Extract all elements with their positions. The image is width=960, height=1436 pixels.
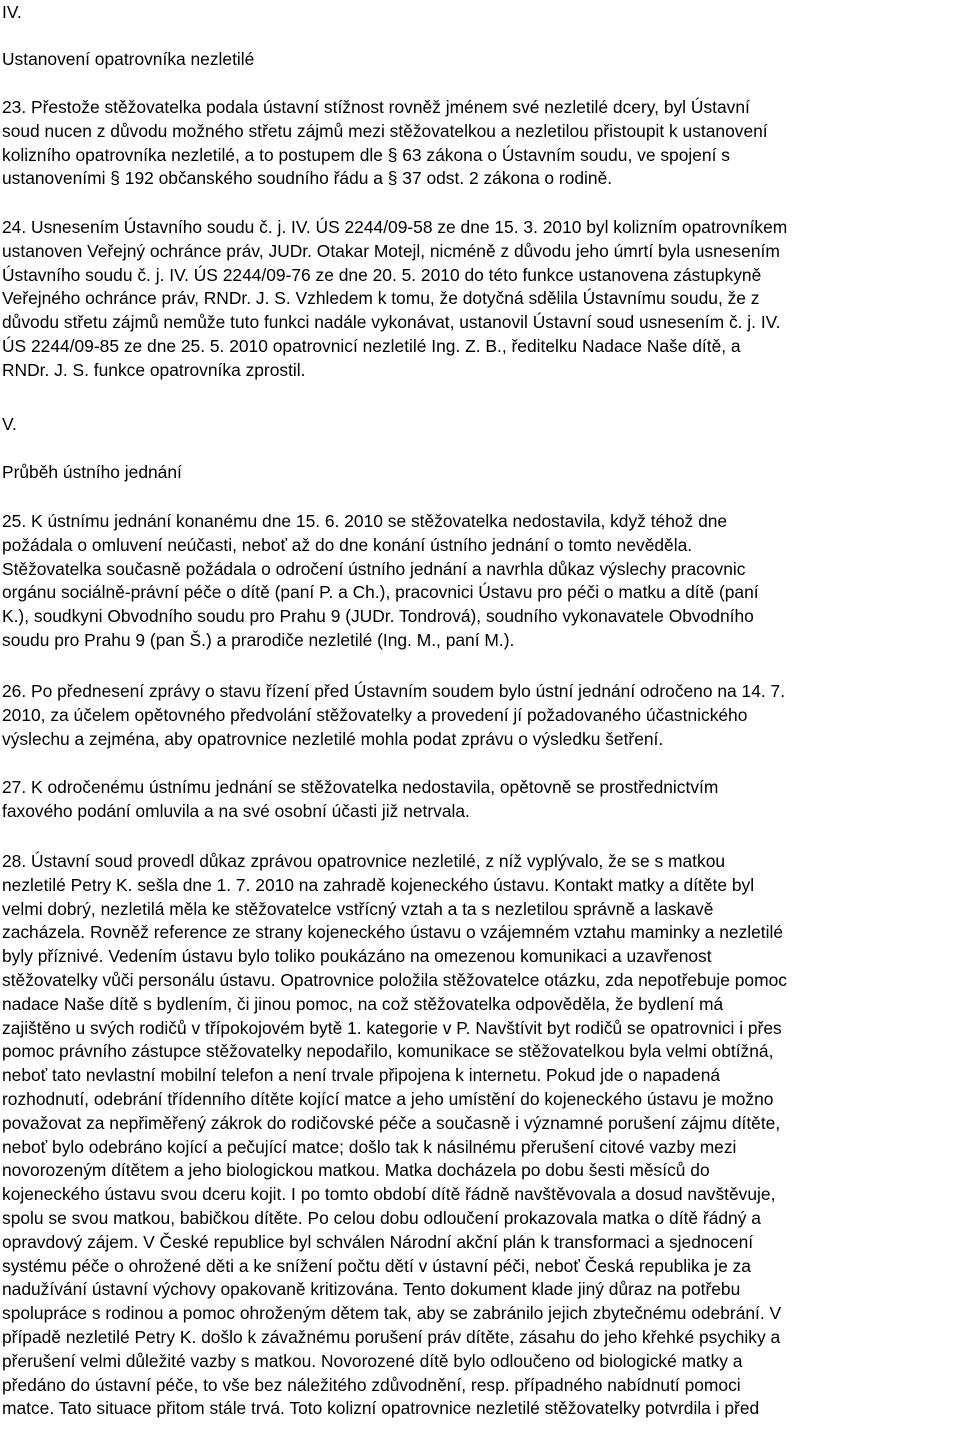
text-line: neboť tato nevlastní mobilní telefon a není trvale připojena k internetu. Pokud jde o napadená xyxy=(2,1065,721,1086)
text-line: 23. Přestože stěžovatelka podala ústavní stížnost rovněž jménem své nezletilé dcery, byl Ústavní xyxy=(2,97,750,117)
text-line: požádala o omluvení neúčasti, neboť až do dne konání ústního jednání o tomto nevěděla. xyxy=(2,534,693,555)
text-line: ustanoven Veřejný ochránce práv, JUDr. Otakar Motejl, nicméně z důvodu jeho úmrtí byla usnesením xyxy=(2,240,780,261)
text-line: 28. Ústavní soud provedl důkaz zprávou opatrovnice nezletilé, z níž vyplývalo, že se s matkou xyxy=(2,851,726,871)
text-line: výslechu a zejména, aby opatrovnice nezletilé mohla podat zprávu o výsledku šetření. xyxy=(2,728,664,749)
text-line: kojeneckého ústavu svou dceru kojit. I po tomto období dítě řádně navštěvovala a dosud navštěvuje, xyxy=(2,1184,776,1205)
paragraph-28 xyxy=(2,850,787,1421)
text-line: považovat za nepřiměřený zákrok do rodičovské péče a současně i významné porušení zájmu dítěte, xyxy=(2,1112,781,1133)
text-line: stěžovatelky vůči personálu ústavu. Opatrovnice položila stěžovatelce otázku, zda nepotřebuje pomoc xyxy=(2,969,787,990)
text-line: kolizního opatrovníka nezletilé, a to postupem dle § 63 zákona o Ústavním soudu, ve spojení s xyxy=(2,144,730,165)
text-line: Ústavního soudu č. j. IV. ÚS 2244/09-76 ze dne 20. 5. 2010 do této funkce ustanovena zástupkyně xyxy=(2,264,762,285)
text-line: faxového podání omluvila a na své osobní účasti již netrvala. xyxy=(2,800,470,821)
paragraph-27 xyxy=(2,776,718,824)
text-line: K.), soudkyni Obvodního soudu pro Prahu 9 (JUDr. Tondrová), soudního vykonavatele Obvodního xyxy=(2,606,754,627)
text-line: soudu pro Prahu 9 (pan Š.) a prarodiče nezletilé (Ing. M., paní M.). xyxy=(2,629,515,650)
text-line: 27. K odročenému ústnímu jednání se stěžovatelka nedostavila, opětovně se prostřednictvím xyxy=(2,777,719,797)
text-line: ÚS 2244/09-85 ze dne 25. 5. 2010 opatrovnicí nezletilé Ing. Z. B., ředitelku Nadace Naše dítě, a xyxy=(2,335,741,356)
text-line: 24. Usnesením Ústavního soudu č. j. IV. ÚS 2244/09-58 ze dne 15. 3. 2010 byl kolizním opatrovníkem xyxy=(2,217,788,237)
text-line: ustanoveními § 192 občanského soudního řádu a § 37 odst. 2 zákona o rodině. xyxy=(2,168,613,189)
text-line: důvodu střetu zájmů nemůže tuto funkci nadále vykonávat, ustanovil Ústavní soud usnesením č. j. IV. xyxy=(2,312,781,333)
paragraph-23 xyxy=(2,96,768,191)
section-title: Průběh ústního jednání xyxy=(2,462,182,482)
section-number: V. xyxy=(2,414,17,434)
text-line: orgánu sociálně-právní péče o dítě (paní P. a Ch.), pracovnici Ústavu pro péči o matku a dítě (paní xyxy=(2,582,759,603)
section-title: Ustanovení opatrovníka nezletilé xyxy=(2,49,255,69)
text-line: rozhodnutí, odebrání třídenního dítěte kojící matce a jeho umístění do kojeneckého ústavu je možno xyxy=(2,1088,774,1109)
text-line: byly příznivé. Vedením ústavu bylo toliko poukázáno na omezenou komunikaci a uzavřenost xyxy=(2,946,712,967)
text-line: matce. Tato situace přitom stále trvá. Toto kolizní opatrovnice nezletilé stěžovatelky potvrdila i před xyxy=(2,1398,760,1419)
text-line: zacházela. Rovněž reference ze strany kojeneckého ústavu o vzájemném vztahu maminky a nezletilé xyxy=(2,922,784,943)
text-line: nezletilé Petry K. sešla dne 1. 7. 2010 na zahradě kojeneckého ústavu. Kontakt matky a dítěte byl xyxy=(2,874,755,895)
text-line: nadužívání ústavní výchovy opakovaně kritizována. Tento dokument klade jiný důraz na potřebu xyxy=(2,1279,741,1300)
paragraph-24 xyxy=(2,216,787,383)
paragraph-25 xyxy=(2,510,759,653)
text-line: přerušení velmi důležité vazby s matkou. Novorozené dítě bylo odloučeno od biologické matky a xyxy=(2,1350,743,1371)
text-line: pomoc právního zástupce stěžovatelky nepodařilo, komunikace se stěžovatelkou byla velmi obtížná, xyxy=(2,1041,774,1062)
paragraph-26 xyxy=(2,680,785,751)
text-line: Veřejného ochránce práv, RNDr. J. S. Vzhledem k tomu, že dotyčná sdělila Ústavnímu soudu, že z xyxy=(2,288,760,309)
text-line: spolupráce s rodinou a pomoc ohroženým dětem tak, aby se zabránilo jejich zbytečnému odebrání. V xyxy=(2,1303,782,1324)
text-line: případě nezletilé Petry K. došlo k závažnému porušení práv dítěte, zásahu do jeho křehké psychiky a xyxy=(2,1326,781,1347)
text-line: neboť bylo odebráno kojící a pečující matce; došlo tak k násilnému přerušení citové vazby mezi xyxy=(2,1136,737,1157)
text-line: opravdový zájem. V České republice byl schválen Národní akční plán k transformaci a sjednocení xyxy=(2,1231,754,1252)
text-line: Stěžovatelka současně požádala o odročení ústního jednání a navrhla důkaz výslechy pracovnic xyxy=(2,558,746,579)
text-line: velmi dobrý, nezletilá měla ke stěžovatelce vstřícný vztah a ta s nezletilou správně a laskavě xyxy=(2,898,714,919)
text-line: RNDr. J. S. funkce opatrovníka zprostil. xyxy=(2,359,306,380)
text-line: spolu se svou matkou, babičkou dítěte. Po celou dobu odloučení prokazovala matka o dítě řádný a xyxy=(2,1207,761,1228)
section-number: IV. xyxy=(2,2,22,22)
text-line: nadace Naše dítě s bydlením, či jinou pomoc, na což stěžovatelka odpověděla, že bydlení má xyxy=(2,993,724,1014)
text-line: systému péče o ohrožené děti a ke snížení počtu dětí v ústavní péči, neboť Česká republika je za xyxy=(2,1255,751,1276)
text-line: 25. K ústnímu jednání konanému dne 15. 6. 2010 se stěžovatelka nedostavila, když téhož dne xyxy=(2,511,728,531)
text-line: předáno do ústavní péče, to vše bez náležitého zdůvodnění, resp. případného nabídnutí pomoci xyxy=(2,1374,741,1395)
text-line: novorozeným dítětem a jeho biologickou matkou. Matka docházela po dobu šesti měsíců do xyxy=(2,1160,710,1181)
text-line: zajištěno u svých rodičů v třípokojovém bytě 1. kategorie v P. Navštívit byt rodičů se opatrovnici i přes xyxy=(2,1017,782,1038)
text-line: 26. Po přednesení zprávy o stavu řízení před Ústavním soudem bylo ústní jednání odročeno na 14. 7. xyxy=(2,681,786,701)
text-line: 2010, za účelem opětovného předvolání stěžovatelky a provedení jí požadovaného účastnického xyxy=(2,704,748,725)
text-line: soud nucen z důvodu možného střetu zájmů mezi stěžovatelkou a nezletilou přistoupit k ustanovení xyxy=(2,120,768,141)
